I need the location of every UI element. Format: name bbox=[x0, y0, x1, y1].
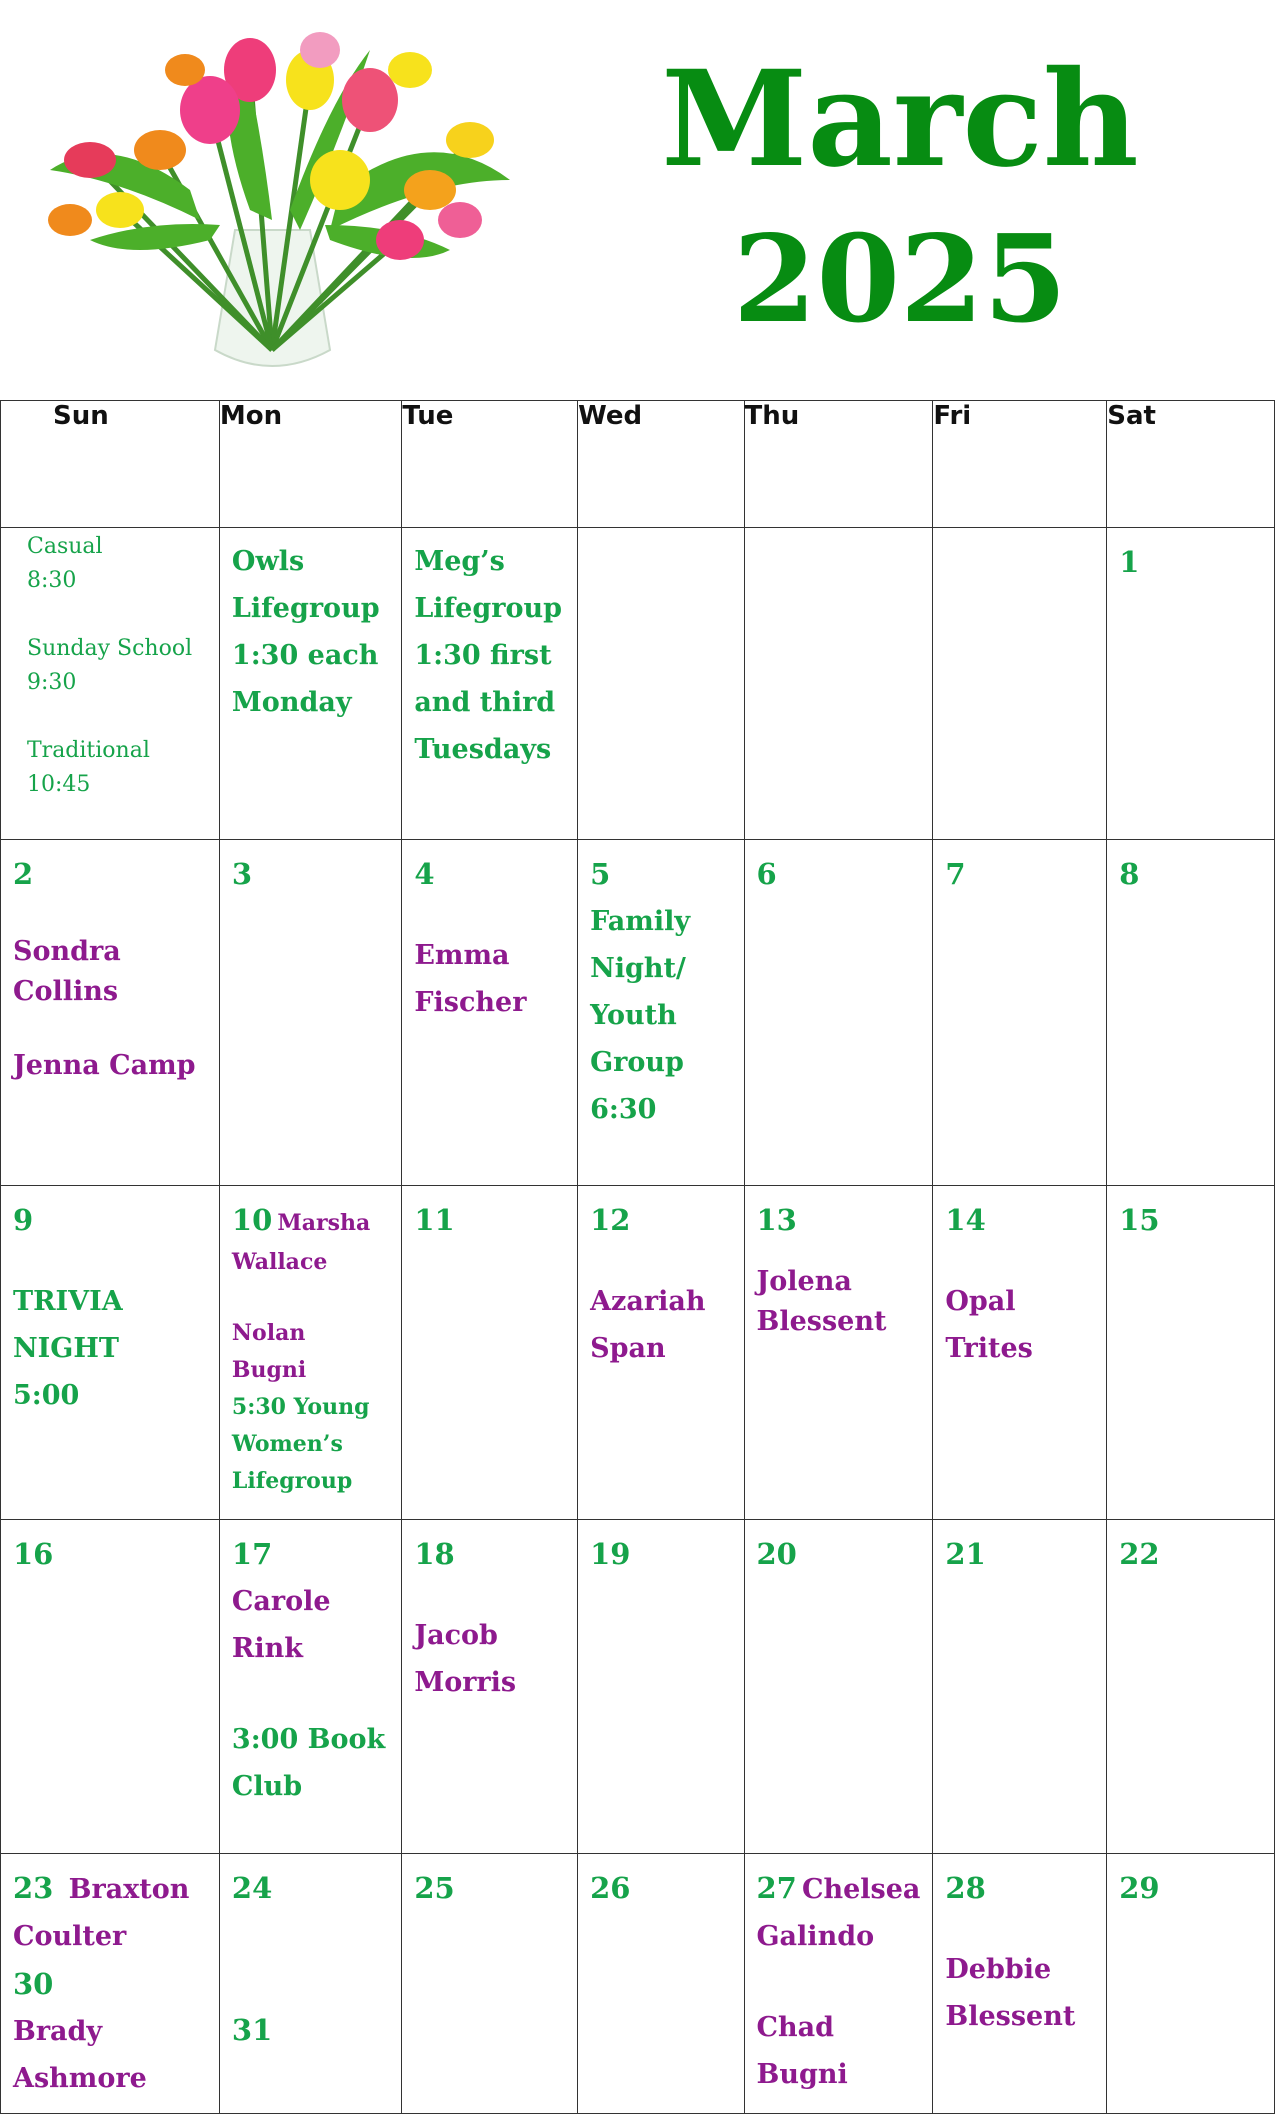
year-title: 2025 bbox=[733, 209, 1067, 350]
weekday-thu: Thu bbox=[744, 401, 933, 528]
event-line: 3:00 Book bbox=[231, 1724, 386, 1755]
day-number: 8 bbox=[1119, 857, 1140, 891]
birthday-name: Blessent bbox=[756, 1306, 887, 1337]
event-line: 1:30 first bbox=[414, 640, 552, 671]
birthday-name: Bugni bbox=[756, 2059, 848, 2090]
day-number: 11 bbox=[414, 1203, 455, 1237]
event-line: Group bbox=[590, 1047, 684, 1078]
service-sunday-school-time: 9:30 bbox=[27, 670, 77, 695]
week-row-1 bbox=[1, 840, 1275, 1186]
birthday-name: Debbie bbox=[945, 1954, 1052, 1985]
weekday-wed: Wed bbox=[578, 401, 744, 528]
day-cell bbox=[402, 1854, 578, 2114]
event-line: TRIVIA bbox=[13, 1286, 123, 1317]
day-number: 19 bbox=[590, 1537, 631, 1571]
day-cell bbox=[1, 1186, 220, 1520]
event-line: 5:00 bbox=[13, 1380, 80, 1411]
birthday-name: Carole bbox=[231, 1586, 331, 1617]
day-cell bbox=[402, 528, 578, 840]
weekday-fri: Fri bbox=[933, 401, 1107, 528]
day-number: 13 bbox=[756, 1203, 797, 1237]
event-line: Lifegroup bbox=[231, 593, 380, 624]
birthday-name: Blessent bbox=[945, 2001, 1076, 2032]
birthday-name: Jenna Camp bbox=[13, 1050, 196, 1081]
birthday-name: Nolan bbox=[231, 1320, 306, 1346]
day-cell bbox=[578, 1854, 744, 2114]
birthday-name: Chelsea bbox=[801, 1874, 921, 1905]
birthday-name: Brady bbox=[13, 2016, 103, 2047]
day-number: 16 bbox=[13, 1537, 54, 1571]
day-number: 29 bbox=[1119, 1871, 1160, 1905]
day-cell bbox=[933, 1186, 1107, 1520]
day-number: 2 bbox=[13, 857, 34, 891]
birthday-name: Morris bbox=[414, 1667, 517, 1698]
event-line: 6:30 bbox=[590, 1094, 657, 1125]
event-line: Family bbox=[590, 906, 691, 937]
day-cell bbox=[933, 840, 1107, 1186]
day-cell bbox=[402, 840, 578, 1186]
day-cell bbox=[578, 1520, 744, 1854]
calendar-header bbox=[0, 0, 1275, 400]
day-number: 17 bbox=[231, 1537, 273, 1571]
day-cell bbox=[1107, 840, 1275, 1186]
day-cell bbox=[219, 528, 401, 840]
day-number: 24 bbox=[231, 1871, 273, 1905]
day-number: 12 bbox=[590, 1203, 631, 1237]
event-line: NIGHT bbox=[13, 1333, 119, 1364]
day-number: 23 bbox=[13, 1871, 54, 1905]
month-title: March bbox=[661, 42, 1139, 197]
event-line: Club bbox=[231, 1771, 303, 1802]
event-line: Meg’s bbox=[414, 546, 505, 577]
calendar-grid bbox=[0, 400, 1275, 2114]
week-row-4 bbox=[1, 1854, 1275, 2114]
birthday-name: Trites bbox=[945, 1333, 1033, 1364]
service-casual-time: 8:30 bbox=[27, 568, 77, 593]
event-line: Youth bbox=[590, 1000, 677, 1031]
day-number: 6 bbox=[756, 857, 777, 891]
day-number: 4 bbox=[414, 857, 435, 891]
day-cell bbox=[744, 1186, 933, 1520]
day-number: 26 bbox=[590, 1871, 631, 1905]
day-cell bbox=[219, 840, 401, 1186]
day-number: 7 bbox=[945, 857, 966, 891]
service-sunday-school-label: Sunday School bbox=[27, 636, 193, 661]
day-cell bbox=[1107, 528, 1275, 840]
weekday-tue: Tue bbox=[402, 401, 578, 528]
day-number: 30 bbox=[13, 1967, 54, 2001]
day-cell bbox=[744, 1854, 933, 2114]
birthday-name: Azariah bbox=[590, 1286, 706, 1317]
day-number: 3 bbox=[231, 857, 253, 891]
event-line: 1:30 each bbox=[231, 640, 379, 671]
day-cell-empty bbox=[933, 528, 1107, 840]
day-number: 18 bbox=[414, 1537, 455, 1571]
service-traditional-label: Traditional bbox=[27, 738, 150, 763]
day-cell bbox=[1107, 1854, 1275, 2114]
day-number: 15 bbox=[1119, 1203, 1160, 1237]
birthday-name: Chad bbox=[756, 2012, 834, 2043]
event-line: Lifegroup bbox=[231, 1468, 353, 1494]
day-cell bbox=[933, 1520, 1107, 1854]
day-cell-empty bbox=[744, 528, 933, 840]
event-line: Lifegroup bbox=[414, 593, 562, 624]
birthday-name: Collins bbox=[13, 976, 119, 1007]
birthday-name: Fischer bbox=[414, 987, 527, 1018]
birthday-name: Wallace bbox=[231, 1249, 328, 1275]
birthday-name: Bugni bbox=[231, 1357, 307, 1383]
birthday-name: Rink bbox=[231, 1633, 303, 1664]
day-cell bbox=[219, 1520, 401, 1854]
day-cell bbox=[1107, 1186, 1275, 1520]
weekday-mon: Mon bbox=[219, 401, 401, 528]
day-number: 27 bbox=[756, 1871, 797, 1905]
weekday-sun: Sun bbox=[1, 401, 220, 528]
day-number: 5 bbox=[590, 857, 611, 891]
day-cell bbox=[744, 840, 933, 1186]
day-cell bbox=[402, 1520, 578, 1854]
day-cell bbox=[744, 1520, 933, 1854]
day-number: 28 bbox=[945, 1871, 986, 1905]
day-number: 9 bbox=[13, 1203, 34, 1237]
birthday-name: Coulter bbox=[13, 1921, 127, 1952]
day-cell bbox=[933, 1854, 1107, 2114]
calendar-title bbox=[640, 40, 1160, 360]
birthday-name: Ashmore bbox=[13, 2063, 147, 2094]
day-cell bbox=[578, 1186, 744, 1520]
day-number: 20 bbox=[756, 1537, 797, 1571]
day-number: 10 bbox=[231, 1203, 273, 1237]
birthday-name: Jolena bbox=[756, 1266, 852, 1297]
birthday-name: Sondra bbox=[13, 936, 121, 967]
day-cell bbox=[1, 1520, 220, 1854]
day-cell bbox=[578, 840, 744, 1186]
birthday-name: Jacob bbox=[414, 1620, 498, 1651]
service-traditional-time: 10:45 bbox=[27, 772, 91, 797]
day-cell bbox=[1, 528, 220, 840]
birthday-name: Galindo bbox=[756, 1921, 875, 1952]
event-line: Monday bbox=[231, 687, 352, 718]
weekday-header-row bbox=[1, 401, 1275, 528]
birthday-name: Span bbox=[590, 1333, 666, 1364]
day-cell bbox=[219, 1854, 401, 2114]
day-number: 25 bbox=[414, 1871, 455, 1905]
service-casual-label: Casual bbox=[27, 534, 103, 559]
event-line: Night/ bbox=[590, 953, 686, 984]
week-row-0 bbox=[1, 528, 1275, 840]
day-cell bbox=[219, 1186, 401, 1520]
day-cell bbox=[1, 840, 220, 1186]
day-number: 14 bbox=[945, 1203, 986, 1237]
day-cell-empty bbox=[578, 528, 744, 840]
birthday-name: Marsha bbox=[277, 1210, 371, 1236]
event-line: Women’s bbox=[231, 1431, 343, 1457]
day-number: 21 bbox=[945, 1537, 986, 1571]
event-line: Tuesdays bbox=[414, 734, 552, 765]
birthday-name: Emma bbox=[414, 940, 510, 971]
day-number: 22 bbox=[1119, 1537, 1160, 1571]
day-number: 31 bbox=[231, 2013, 273, 2047]
event-line: Owls bbox=[231, 546, 305, 577]
tulip-bouquet-image bbox=[10, 10, 530, 380]
day-cell bbox=[402, 1186, 578, 1520]
event-line: and third bbox=[414, 687, 556, 718]
event-line: 5:30 Young bbox=[231, 1394, 370, 1420]
day-cell bbox=[1, 1854, 220, 2114]
day-cell bbox=[1107, 1520, 1275, 1854]
weekday-sat: Sat bbox=[1107, 401, 1275, 528]
birthday-name: Braxton bbox=[68, 1874, 190, 1905]
birthday-name: Opal bbox=[945, 1286, 1016, 1317]
week-row-3 bbox=[1, 1520, 1275, 1854]
week-row-2 bbox=[1, 1186, 1275, 1520]
day-number: 1 bbox=[1119, 545, 1140, 579]
